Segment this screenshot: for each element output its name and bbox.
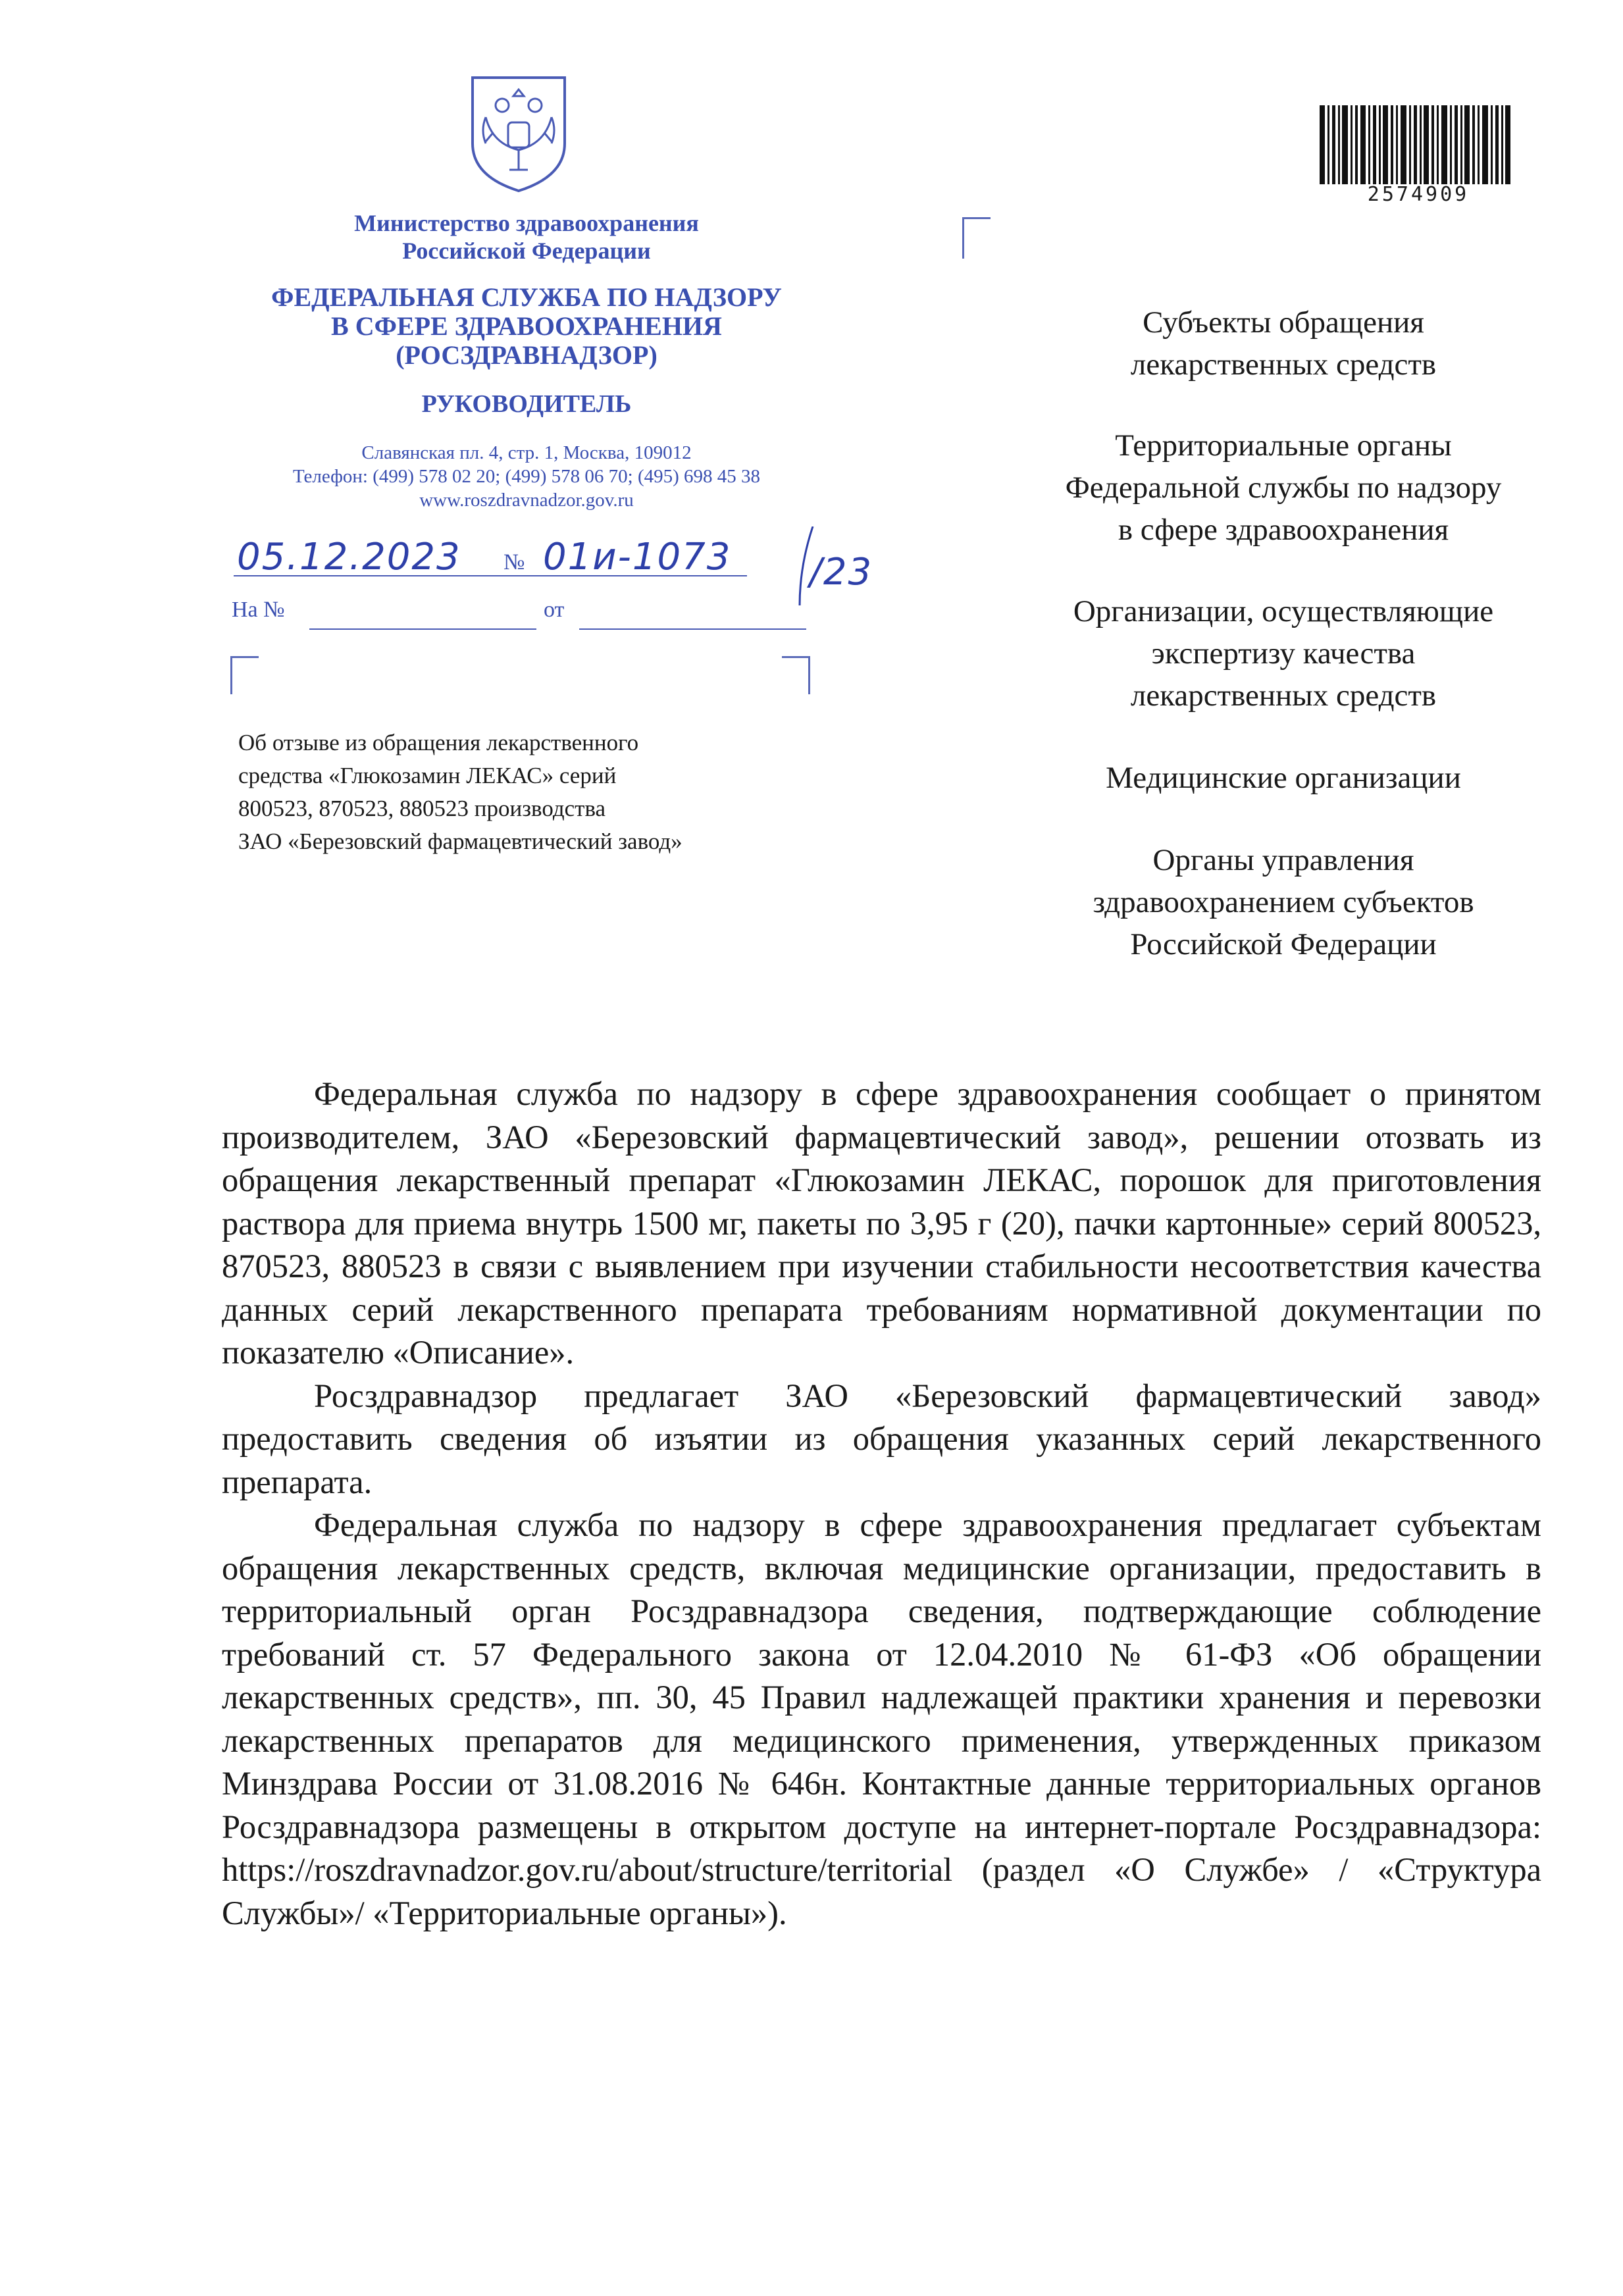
registration-number-sign: № xyxy=(503,550,525,574)
address-corner-bracket xyxy=(962,217,991,259)
ministry-line: Министерство здравоохранения xyxy=(354,210,699,236)
recipient-line: Федеральной службы по надзору xyxy=(1065,471,1502,505)
head-title: РУКОВОДИТЕЛЬ xyxy=(421,390,632,418)
from-label: от xyxy=(544,598,565,622)
website: www.roszdravnadzor.gov.ru xyxy=(419,490,634,511)
registration-number: 01и-1073 xyxy=(543,536,732,578)
letter-body xyxy=(222,1073,1541,1935)
phones: Телефон: (499) 578 02 20; (499) 578 06 70; (495) 698 45 38 xyxy=(292,466,761,487)
subject-line: средства «Глюкозамин ЛЕКАС» серий xyxy=(238,763,617,788)
recipient-line: Субъекты обращения xyxy=(1143,305,1424,340)
registration-date: 05.12.2023 xyxy=(237,536,461,578)
reply-reference xyxy=(232,598,285,623)
recipient-5 xyxy=(987,839,1580,965)
recipient-1 xyxy=(987,301,1580,386)
body-paragraph: Федеральная служба по надзору в сфере здравоохранения сообщает о принятом производителем, ЗАО «Березовский фармацевтический завод», решении отозвать из обращения лекарственный препарат «Глюкозамин ЛЕКАС, порошок для приготовления раствора для приема внутрь 1500 мг, пакеты по 3,95 г (20), пачки картонные» серий 800523, 870523, 880523 в связи с выявлением при изучении стабильности несоответствия качества данных серий лекарственного препарата требованиям нормативной документации по показателю «Описание». xyxy=(222,1075,1541,1371)
address-corner-bracket xyxy=(782,656,810,694)
reply-number-blank xyxy=(309,628,536,630)
recipient-line: Российской Федерации xyxy=(1130,927,1437,961)
service-line: (РОСЗДРАВНАДЗОР) xyxy=(396,340,657,370)
recipient-line: в сфере здравоохранения xyxy=(1118,513,1449,547)
address: Славянская пл. 4, стр. 1, Москва, 109012 xyxy=(361,442,692,463)
service-line: В СФЕРЕ ЗДРАВООХРАНЕНИЯ xyxy=(331,311,722,341)
barcode xyxy=(1320,105,1510,184)
contact-block xyxy=(197,441,856,512)
reply-label: На № xyxy=(232,598,285,622)
subject-line: Об отзыве из обращения лекарственного xyxy=(238,730,639,755)
recipient-3 xyxy=(987,590,1580,717)
recipient-line: Органы управления xyxy=(1152,843,1414,877)
recipient-line: Медицинские организации xyxy=(1106,761,1461,795)
recipient-line: Территориальные органы xyxy=(1115,428,1452,463)
ministry-line: Российской Федерации xyxy=(402,238,651,264)
recipient-line: лекарственных средств xyxy=(1130,678,1437,713)
registration-suffix: /23 xyxy=(810,551,873,594)
body-paragraph: Федеральная служба по надзору в сфере здравоохранения предлагает субъектам обращения лекарственных средств, включая медицинские организации, предоставить в территориальный орган Росздравнадзора сведения, подтверждающие соблюдение требований ст. 57 Федерального закона от 12.04.2010 № 61-ФЗ «Об обращении лекарственных средств», пп. 30, 45 Правил надлежащей практики хранения и перевозки лекарственных препаратов для медицинского применения, утвержденных приказом Минздрава России от 31.08.2016 № 646н. Контактные данные территориальных органов Росздравнадзора размещены в открытом доступе на интернет-портале Росздравнадзора: https://roszdravnadzor.gov.ru/about/structure/territorial (раздел «О Службе» / «Структура Службы»/ «Территориальные органы»). xyxy=(222,1506,1541,1931)
address-corner-bracket xyxy=(230,656,259,694)
barcode-number: 2574909 xyxy=(1367,183,1470,206)
subject-line: 800523, 870523, 880523 производства xyxy=(238,796,606,821)
reply-date-blank xyxy=(579,628,806,630)
body-paragraph: Росздравнадзор предлагает ЗАО «Березовский фармацевтический завод» предоставить сведения об изъятии из обращения указанных серий лекарственного препарата. xyxy=(222,1377,1541,1500)
recipient-line: здравоохранением субъектов xyxy=(1093,885,1474,919)
subject-block xyxy=(238,727,883,858)
subject-line: ЗАО «Березовский фармацевтический завод» xyxy=(238,829,683,854)
recipient-4 xyxy=(987,757,1580,799)
service-name xyxy=(197,283,856,370)
recipient-line: Организации, осуществляющие xyxy=(1073,594,1494,628)
service-line: ФЕДЕРАЛЬНАЯ СЛУЖБА ПО НАДЗОРУ xyxy=(271,282,782,312)
recipient-line: экспертизу качества xyxy=(1151,636,1416,671)
recipient-line: лекарственных средств xyxy=(1130,347,1437,382)
coat-of-arms-icon xyxy=(466,71,571,196)
registration-handwritten xyxy=(234,526,898,605)
ministry-name xyxy=(197,209,856,265)
recipient-2 xyxy=(987,424,1580,551)
